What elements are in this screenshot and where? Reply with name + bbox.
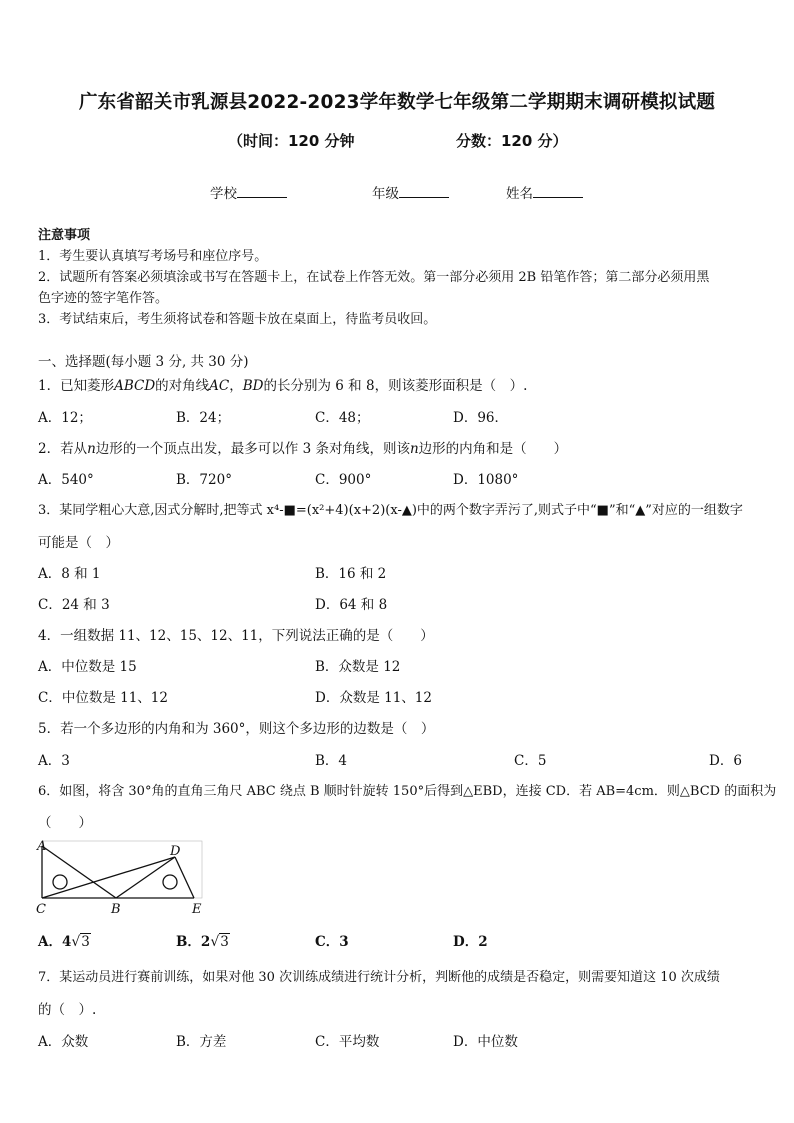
grade-label: 年级 bbox=[372, 186, 399, 202]
q1-var: AC bbox=[209, 378, 230, 394]
q7-option-d: D．中位数 bbox=[453, 1034, 518, 1050]
notice-item: 色字迹的签字笔作答。 bbox=[38, 291, 169, 306]
q4-option-c: C．中位数是 11、12 bbox=[38, 690, 168, 706]
school-label: 学校 bbox=[210, 186, 237, 202]
q3-option-c: C．24 和 3 bbox=[38, 597, 110, 613]
page-title: 广东省韶关市乳源县2022-2023学年数学七年级第二学期期末调研模拟试题 bbox=[78, 92, 716, 113]
exam-time: （时间：120 分钟 bbox=[228, 132, 355, 150]
q1-option-d: D．96． bbox=[453, 410, 509, 426]
q2-option-c: C．900° bbox=[315, 472, 372, 488]
sqrt-icon: √ bbox=[210, 934, 220, 950]
grade-blank bbox=[399, 185, 449, 198]
q1-var: BD bbox=[242, 378, 264, 394]
q7-option-b: B．方差 bbox=[176, 1034, 227, 1050]
q2-text: 边形的一个顶点出发，最多可以作 3 条对角线，则该 bbox=[95, 441, 410, 457]
point-label-c: C bbox=[36, 902, 46, 916]
q2-text: 2．若从 bbox=[38, 441, 88, 457]
q5-option-c: C．5 bbox=[514, 753, 547, 769]
q1-option-a: A．12； bbox=[38, 410, 92, 426]
triangle-hole-right bbox=[163, 875, 177, 889]
q7-option-a: A．众数 bbox=[38, 1034, 89, 1050]
q4-option-a: A．中位数是 15 bbox=[38, 659, 137, 675]
q6-option-a-text: A．4 bbox=[38, 934, 72, 950]
q1-text: 1．已知菱形 bbox=[38, 378, 115, 394]
question-3: 3．某同学粗心大意,因式分解时,把等式 x⁴-■=(x²+4)(x+2)(x-▲)中的两个数字弄污了,则式子中“■”和“▲”对应的一组数字 bbox=[38, 503, 743, 518]
q3-option-a: A．8 和 1 bbox=[38, 566, 101, 582]
q1-var: ABCD bbox=[114, 378, 156, 394]
q2-text: 边形的内角和是（ ） bbox=[418, 441, 568, 457]
q6-option-c: C．3 bbox=[315, 934, 349, 950]
point-label-a: A bbox=[37, 839, 47, 854]
question-5: 5．若一个多边形的内角和为 360°，则这个多边形的边数是（ ） bbox=[38, 721, 435, 737]
q2-option-a: A．540° bbox=[38, 472, 94, 488]
question-2 bbox=[38, 437, 567, 457]
q2-option-d: D．1080° bbox=[453, 472, 519, 488]
point-label-d: D bbox=[170, 844, 181, 859]
q6-option-a bbox=[38, 930, 91, 950]
question-1 bbox=[38, 374, 527, 394]
q7-option-c: C．平均数 bbox=[315, 1034, 380, 1050]
q3-option-d: D．64 和 8 bbox=[315, 597, 388, 613]
q5-option-d: D．6 bbox=[709, 753, 742, 769]
school-field bbox=[210, 182, 287, 202]
question-7: 7．某运动员进行赛前训练，如果对他 30 次训练成绩进行统计分析，判断他的成绩是否稳定，则需要知道这 10 次成绩 bbox=[38, 970, 720, 985]
point-label-b: B bbox=[111, 902, 121, 916]
q4-option-b: B．众数是 12 bbox=[315, 659, 401, 675]
question-4: 4．一组数据 11、12、15、12、11，下列说法正确的是（ ） bbox=[38, 628, 434, 644]
q6-option-b-text: B．2 bbox=[176, 934, 211, 950]
q3-option-b: B．16 和 2 bbox=[315, 566, 387, 582]
q2-var: n bbox=[409, 441, 419, 457]
q1-text: 的长分别为 6 和 8，则该菱形面积是（ ）. bbox=[263, 378, 528, 394]
q6-option-d: D．2 bbox=[453, 934, 488, 950]
q4-option-d: D．众数是 11、12 bbox=[315, 690, 432, 706]
notice-heading: 注意事项 bbox=[38, 228, 91, 243]
triangle-hole-left bbox=[53, 875, 67, 889]
q1-text: ， bbox=[229, 378, 243, 394]
segment-bd bbox=[116, 857, 175, 898]
segment-cd bbox=[42, 857, 175, 898]
exam-score: 分数：120 分） bbox=[456, 132, 568, 150]
q6-radicand: 3 bbox=[81, 934, 90, 950]
segment-de bbox=[175, 857, 194, 898]
name-field bbox=[506, 182, 583, 202]
grade-field bbox=[372, 182, 449, 202]
q5-option-a: A．3 bbox=[38, 753, 70, 769]
q2-option-b: B．720° bbox=[176, 472, 232, 488]
question-3-cont: 可能是（ ） bbox=[38, 535, 119, 551]
name-blank bbox=[533, 185, 583, 198]
school-blank bbox=[237, 185, 287, 198]
q6-option-b bbox=[176, 930, 230, 950]
point-label-e: E bbox=[192, 902, 202, 916]
q1-option-b: B．24； bbox=[176, 410, 231, 426]
notice-item: 3．考试结束后，考生须将试卷和答题卡放在桌面上，待监考员收回。 bbox=[38, 312, 437, 327]
name-label: 姓名 bbox=[506, 186, 533, 202]
question-7-cont: 的（ ）. bbox=[38, 1002, 97, 1018]
sqrt-icon: √ bbox=[71, 934, 81, 950]
section-heading: 一、选择题(每小题 3 分, 共 30 分) bbox=[38, 354, 249, 370]
q6-figure bbox=[34, 838, 214, 916]
q1-option-c: C．48； bbox=[315, 410, 370, 426]
segment-ab bbox=[42, 846, 116, 898]
q2-var: n bbox=[87, 441, 96, 457]
notice-item: 2．试题所有答案必须填涂或书写在答题卡上，在试卷上作答无效。第一部分必须用 2B 铅笔作答；第二部分必须用黑 bbox=[38, 270, 710, 285]
question-6: 6．如图，将含 30°角的直角三角尺 ABC 绕点 B 顺时针旋转 150°后得到△EBD，连接 CD．若 AB=4cm．则△BCD 的面积为 bbox=[38, 784, 777, 799]
q6-radicand: 3 bbox=[220, 934, 229, 950]
q1-text: 的对角线 bbox=[155, 378, 210, 394]
question-6-cont: （ ） bbox=[38, 815, 92, 831]
q5-option-b: B．4 bbox=[315, 753, 348, 769]
notice-item: 1．考生要认真填写考场号和座位序号。 bbox=[38, 249, 268, 264]
